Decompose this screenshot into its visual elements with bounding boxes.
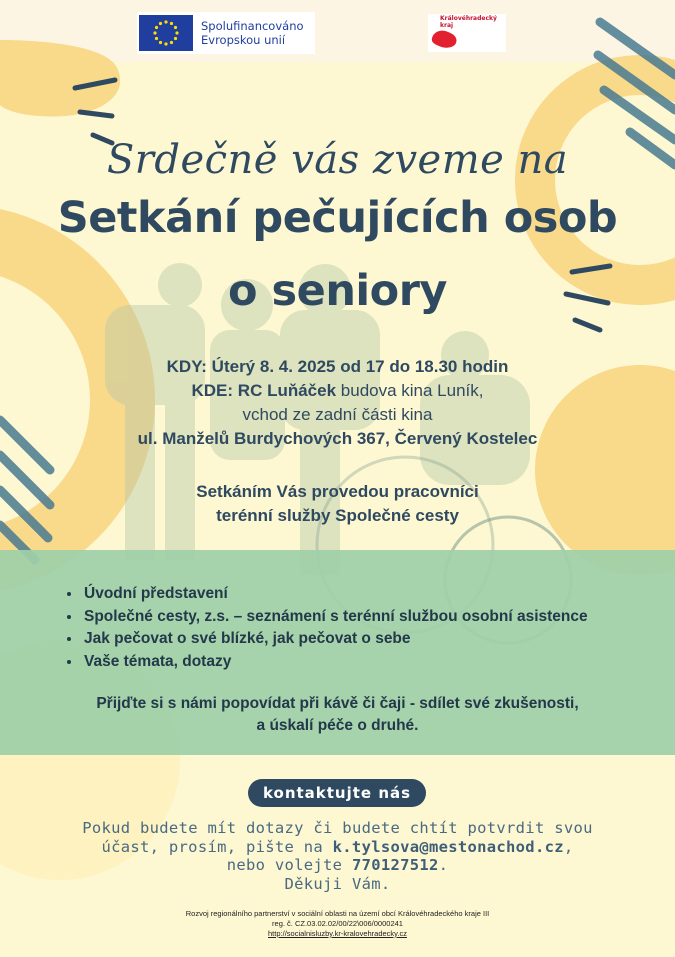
list-item: • Úvodní představení bbox=[82, 583, 588, 606]
guide-line2-text: terénní služby Společné cesty bbox=[216, 506, 459, 525]
contact-line2-suffix: , bbox=[563, 837, 574, 856]
where-venue: RC Luňáček bbox=[237, 381, 337, 400]
when-value: Úterý 8. 4. 2025 od 17 do 18.30 hodin bbox=[211, 357, 509, 376]
where-building: budova kina Luník, bbox=[340, 381, 484, 400]
eu-logo-line2: Evropskou unií bbox=[201, 33, 286, 47]
footer-reg-number: reg. č. CZ.03.02.02/00/22\006/0000241 bbox=[272, 919, 403, 928]
contact-line2-prefix: účast, prosím, pište na bbox=[101, 837, 324, 856]
page-title-line2: o seniory bbox=[228, 266, 447, 316]
eu-logo bbox=[137, 12, 315, 54]
region-logo-line1: Královéhradecký bbox=[440, 15, 497, 22]
footer-link[interactable]: http://socialnisluzby.kr-kralovehradecky.cz bbox=[268, 929, 407, 938]
event-entrance: vchod ze zadní části kina bbox=[242, 405, 433, 424]
page-title-line1: Setkání pečujících osob bbox=[57, 193, 618, 243]
contact-phone[interactable]: 770127512 bbox=[351, 856, 439, 874]
invite-line2: a úskalí péče o druhé. bbox=[256, 717, 419, 734]
contact-line1: Pokud budete mít dotazy či budete chtít potvrdit svou bbox=[82, 819, 593, 837]
eu-logo-text bbox=[201, 19, 304, 47]
event-where bbox=[0, 379, 675, 403]
list-item: • Společné cesty, z.s. – seznámení s terénní službou osobní asistence bbox=[82, 606, 588, 629]
eu-logo-line1: Spolufinancováno bbox=[201, 19, 304, 33]
event-guide-line2 bbox=[0, 504, 675, 528]
event-when bbox=[0, 355, 675, 379]
contact-button[interactable]: kontaktujte nás bbox=[248, 779, 426, 807]
when-label: KDY: bbox=[166, 357, 207, 376]
invite-text bbox=[0, 693, 675, 737]
address-text: ul. Manželů Burdychových 367, Červený Kostelec bbox=[137, 429, 538, 448]
region-logo bbox=[428, 14, 506, 52]
eu-flag-icon bbox=[139, 15, 193, 51]
footer-project: Rozvoj regionálního partnerství v sociální oblasti na území obcí Královéhradeckého kraje III bbox=[185, 909, 490, 918]
contact-email-link[interactable]: k.tylsova@mestonachod.cz bbox=[332, 837, 564, 856]
contact-text bbox=[0, 819, 675, 893]
region-logo-line2: kraj bbox=[440, 22, 454, 29]
list-item: • Vaše témata, dotazy bbox=[82, 651, 588, 674]
contact-line3-suffix: . bbox=[438, 856, 449, 874]
footer bbox=[0, 909, 675, 939]
event-guide-line1 bbox=[0, 480, 675, 504]
contact-line3-prefix: nebo volejte bbox=[226, 856, 343, 874]
where-label: KDE: bbox=[191, 381, 234, 400]
contact-line2 bbox=[0, 838, 675, 857]
invitation-script-line: Srdečně vás zveme na bbox=[106, 137, 569, 183]
region-logo-text bbox=[440, 15, 497, 29]
list-item: • Jak pečovat o své blízké, jak pečovat o sebe bbox=[82, 628, 588, 651]
invite-line1: Přijďte si s námi popovídat při kávě či čaji - sdílet své zkušenosti, bbox=[96, 695, 579, 712]
contact-line4: Děkuji Vám. bbox=[284, 874, 391, 893]
guide-line1-text: Setkáním Vás provedou pracovníci bbox=[196, 482, 479, 501]
event-address bbox=[0, 427, 675, 451]
region-emblem-icon bbox=[430, 28, 460, 50]
contact-line3 bbox=[0, 856, 675, 875]
program-list bbox=[64, 583, 588, 673]
